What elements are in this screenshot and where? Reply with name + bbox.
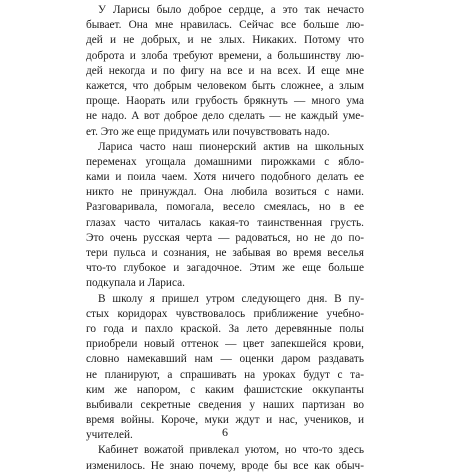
text-line: Кабинет вожатой привлекал уютом, но что-то здесь bbox=[98, 444, 364, 457]
text-line: никто не принуждал. Она любила возиться с нами. bbox=[86, 186, 364, 199]
text-line: учителей. bbox=[86, 429, 133, 442]
paragraph bbox=[86, 140, 364, 292]
text-line: глазах часто читалась какая-то таинственная грусть. bbox=[86, 216, 364, 229]
text-line: не планируют, а спрашивать на уроках будут с та- bbox=[86, 368, 364, 381]
text-line: ет. Это же еще придумать или почувствовать надо. bbox=[86, 125, 330, 138]
text-line: словно намекавший нам — оценки даром раздавать bbox=[86, 353, 364, 366]
text-line: дей и не добрых, и не злых. Никаких. Потому что bbox=[86, 34, 364, 47]
paragraph bbox=[86, 292, 364, 444]
text-line: что-то глубокое и загадочное. Этим же еще больше bbox=[86, 262, 364, 275]
paragraph bbox=[86, 3, 364, 140]
text-line: В школу я пришел утром следующего дня. В пу- bbox=[98, 292, 364, 305]
text-line: доброта и злоба требуют времени, а большинству лю- bbox=[86, 49, 364, 62]
text-line: приобрели новый оттенок — цвет запекшейся крови, bbox=[86, 338, 364, 351]
text-line: не надо. А вот доброе дело сделать — не каждый уме- bbox=[86, 110, 364, 123]
text-line: проще. Наорать или грубость брякнуть — много ума bbox=[86, 95, 364, 108]
text-line: дей некогда и по фигу на все и на всех. И еще мне bbox=[86, 64, 364, 77]
text-line: время войны. Короче, муки ждут и нас, учеников, и bbox=[86, 414, 364, 427]
body-text bbox=[86, 3, 364, 474]
text-line: ким же напором, с каким фашистские оккупанты bbox=[86, 383, 364, 396]
text-line: Лариса часто наш пионерский актив на школьных bbox=[98, 140, 364, 153]
text-line: изменилось. Не знаю почему, вроде бы все как обыч- bbox=[86, 459, 364, 472]
text-line: бывает. Она мне нравилась. Сейчас все больше лю- bbox=[86, 19, 364, 32]
text-line: выбивали секретные сведения у наших партизан во bbox=[86, 398, 364, 411]
text-line: стых коридорах чувствовалось приближение учебно- bbox=[86, 307, 364, 320]
text-line: Разговаривала, помогала, весело смеялась, но в ее bbox=[86, 201, 364, 214]
text-line: У Ларисы было доброе сердце, а это так нечасто bbox=[98, 4, 364, 16]
text-line: кажется, что добрым человеком быть сложнее, а злым bbox=[86, 79, 364, 92]
paragraph bbox=[86, 443, 364, 473]
text-line: переменах угощала домашними пирожками с ябло- bbox=[86, 155, 364, 168]
page-number: 6 bbox=[222, 425, 228, 439]
text-line: Это очень русская черта — радоваться, но не до по- bbox=[86, 231, 364, 244]
text-line: го года и пахло краской. За лето деревянные полы bbox=[86, 322, 364, 335]
text-line: тери пульса и сознания, не забывая во время веселья bbox=[86, 247, 364, 259]
text-line: ками и поила чаем. Хотя ничего подобного делать ее bbox=[86, 171, 364, 184]
text-line: подкупала и Лариса. bbox=[86, 277, 185, 290]
